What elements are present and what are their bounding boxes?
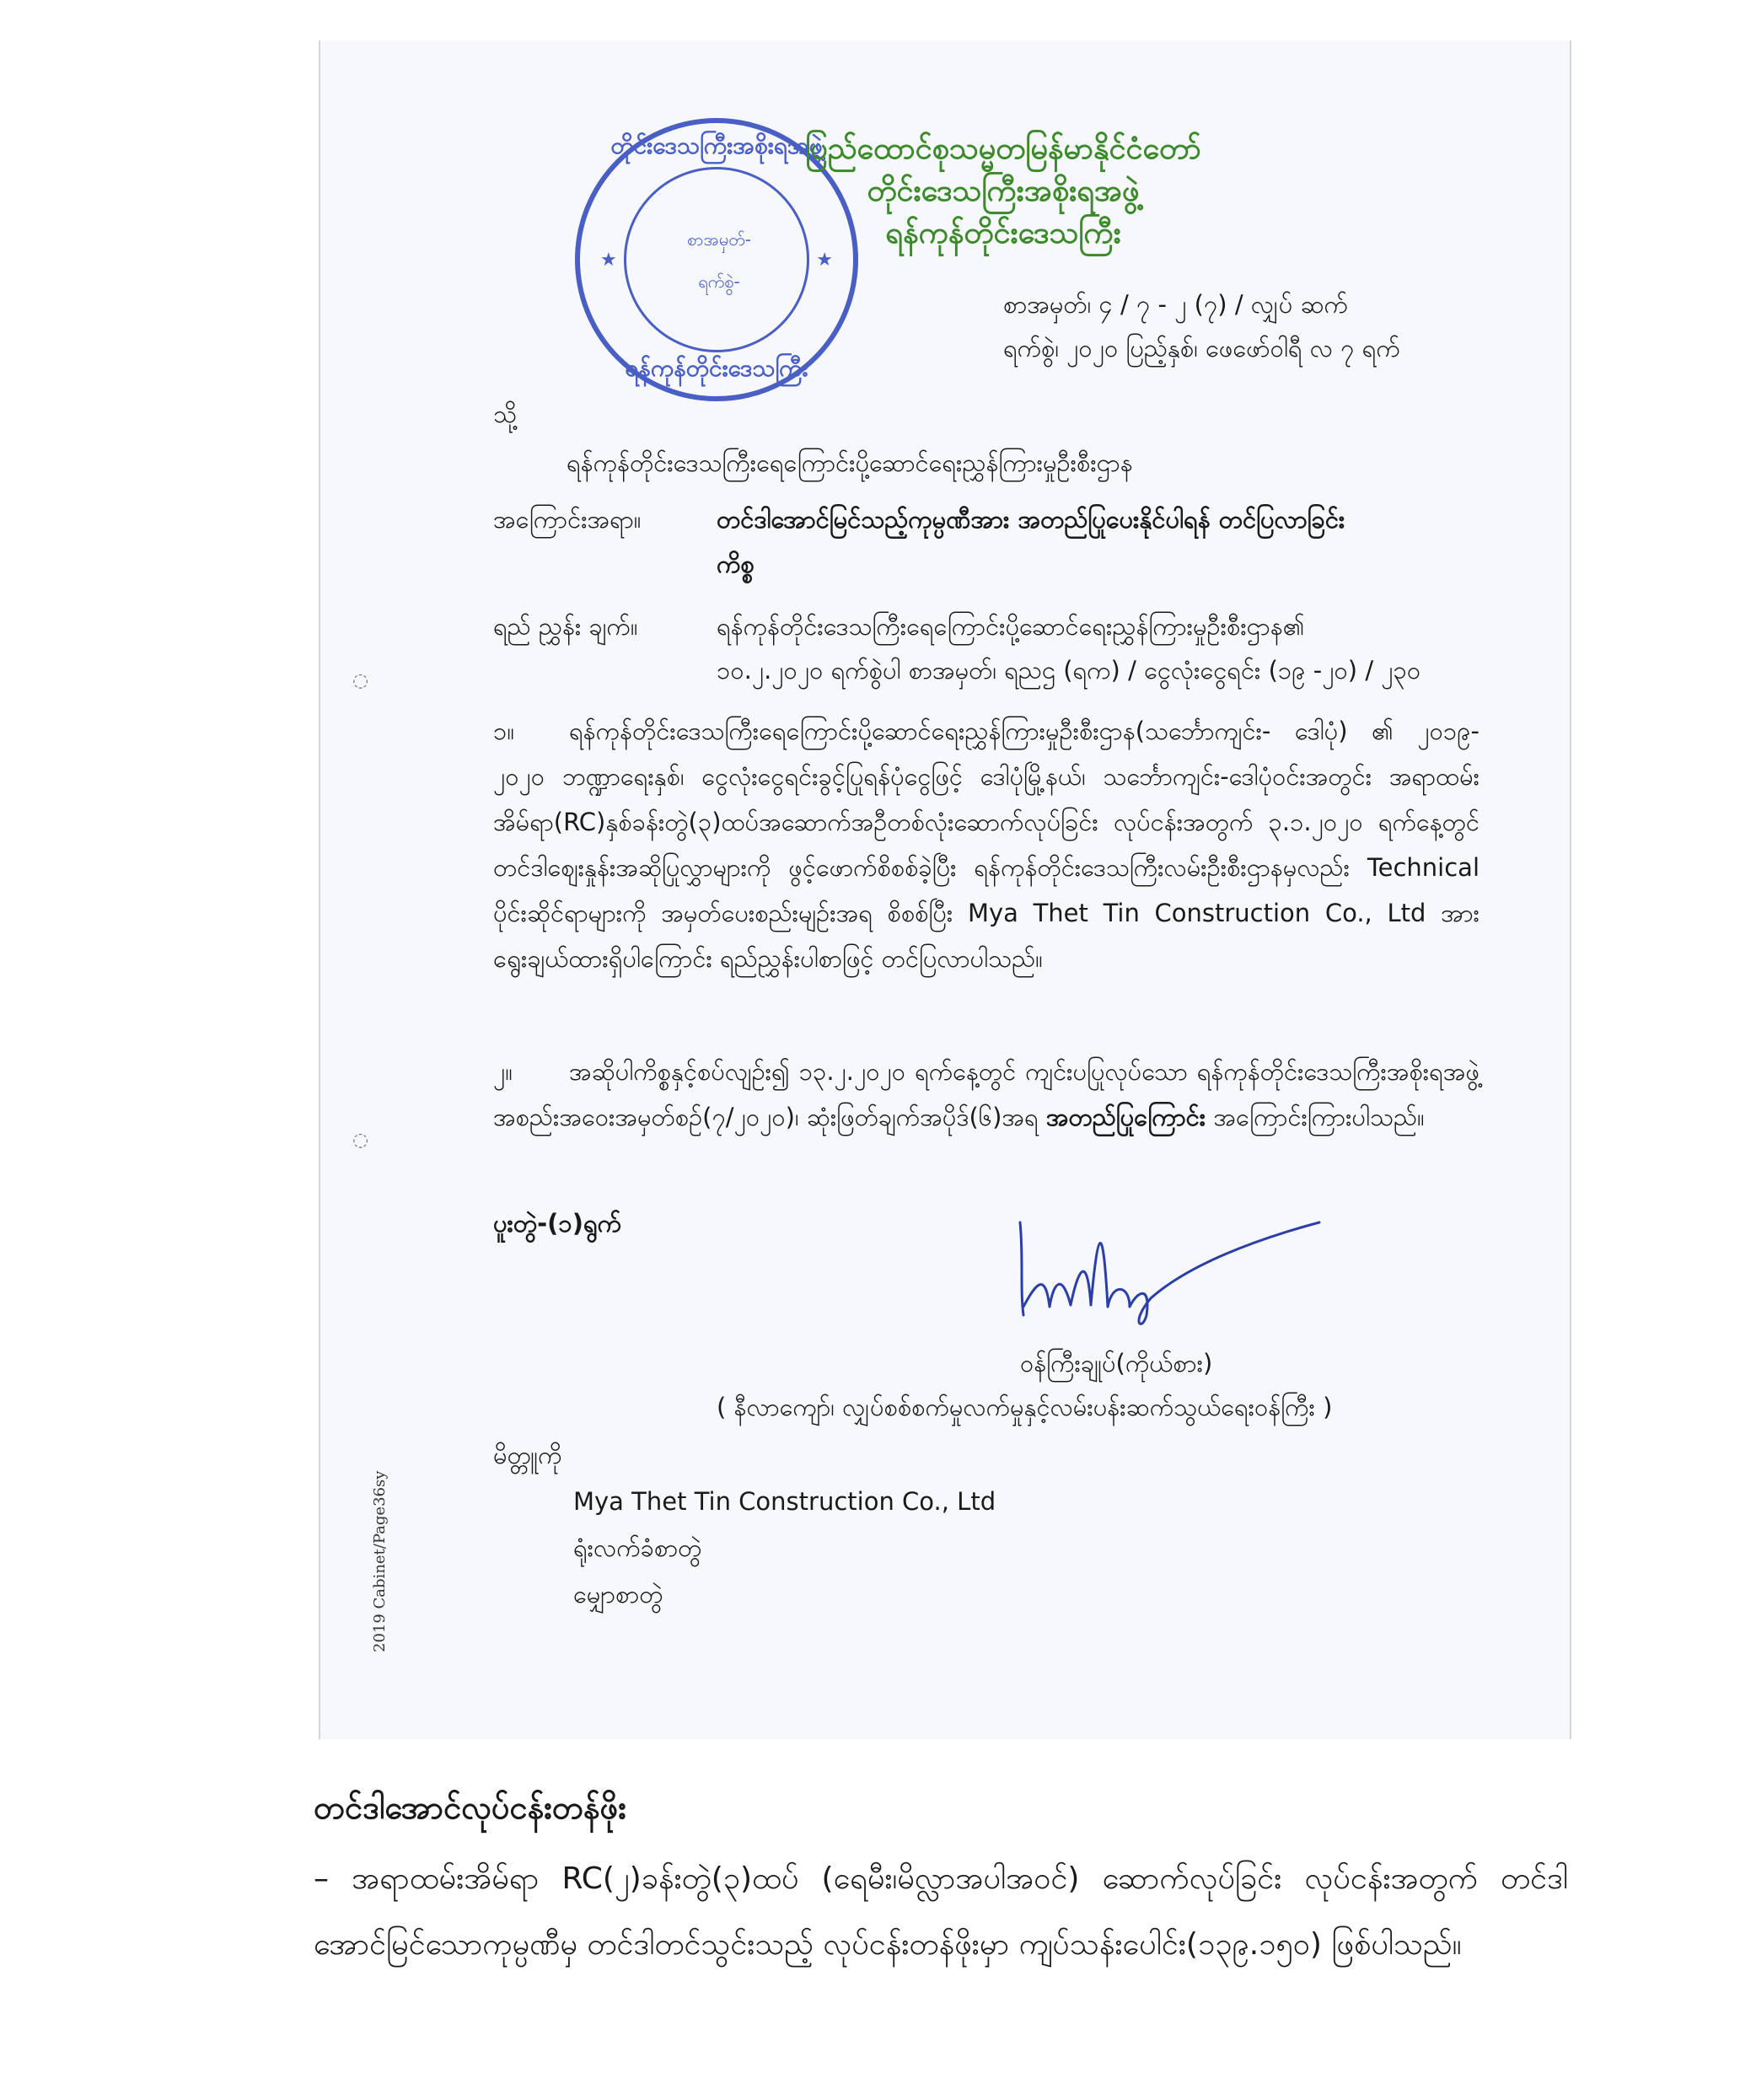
copy-label: မိတ္တူကို	[493, 1441, 562, 1469]
para2-text-bold: အတည်ပြုကြောင်း	[1045, 1103, 1206, 1131]
letter-date: ရက်စွဲ၊ ၂၀၂၀ ပြည့်နှစ်၊ ဖေဖော်ဝါရီ လ ၇ ရက်	[1003, 334, 1400, 363]
reference-label: ရည် ညွှန်း ချက်။	[493, 612, 638, 641]
seal-bottom-text: ရန်ကုန်တိုင်းဒေသကြီး	[625, 354, 808, 382]
para2-number: ၂။	[493, 1057, 513, 1086]
header-region: ရန်ကုန်တိုင်းဒေသကြီး	[885, 216, 1121, 250]
attachment-count: ပူးတွဲ-(၁)ရွက်	[493, 1209, 622, 1238]
para1-number: ၁။	[493, 717, 515, 745]
signatory-name: ( နီလာကျော်၊ လျှပ်စစ်စက်မှုလက်မှုနှင့်လမ်းပန်းဆက်သွယ်ရေးဝန်ကြီး )	[717, 1393, 1333, 1421]
para2-text	[493, 1049, 1480, 1140]
punch-hole-mark: ◌	[352, 670, 369, 691]
copy-item: မျှောစာတွဲ	[573, 1580, 663, 1609]
seal-date: ရက်စွဲ-	[698, 271, 740, 292]
punch-hole-mark: ◌	[352, 1130, 369, 1151]
reference-line1: ရန်ကုန်တိုင်းဒေသကြီးရေကြောင်းပို့ဆောင်ရေးညွှန်ကြားမှုဦးစီးဌာန၏	[717, 612, 1305, 641]
para2-text-a: အဆိုပါကိစ္စနှင့်စပ်လျဉ်း၍ ၁၃.၂.၂၀၂၀ ရက်နေ့တွင် ကျင်းပပြုလုပ်သော ရန်ကုန်တိုင်းဒေသကြီးအစိုးရအဖွဲ့ အစည်းအဝေးအမှတ်စဉ်(၇/၂၀၂၀)၊ ဆုံးဖြတ်ချက်အပိုဒ်(၆)အရ	[493, 1057, 1480, 1131]
seal-letter-no: စာအမှတ်-	[687, 229, 751, 250]
section-heading: တင်ဒါအောင်လုပ်ငန်းတန်ဖိုး	[314, 1789, 626, 1826]
copy-item: ရုံးလက်ခံစာတွဲ	[573, 1533, 702, 1562]
signatory-title: ဝန်ကြီးချုပ်(ကိုယ်စား)	[1020, 1349, 1213, 1378]
star-icon: ★	[816, 250, 833, 271]
header-country: ပြည်ထောင်စုသမ္မတမြန်မာနိုင်ငံတော်	[805, 132, 1201, 166]
subject-line2: ကိစ္စ	[717, 550, 755, 578]
seal-top-text: တိုင်းဒေသကြီးအစိုးရအဖွဲ့	[610, 132, 823, 159]
reference-line2: ၁၀.၂.၂၀၂၀ ရက်စွဲပါ စာအမှတ်၊ ရညဌ (ရက) / ငွေလုံးငွေရင်း (၁၉ -၂၀) / ၂၃၀	[717, 656, 1421, 685]
to-label: သို့	[493, 400, 518, 428]
subject-label: အကြောင်းအရာ။	[493, 505, 642, 534]
recipient: ရန်ကုန်တိုင်းဒေသကြီးရေကြောင်းပို့ဆောင်ရေးညွှန်ကြားမှုဦးစီးဌာန	[567, 448, 1133, 477]
star-icon: ★	[600, 250, 617, 271]
section-text: – အရာထမ်းအိမ်ရာ RC(၂)ခန်းတွဲ(၃)ထပ် (ရေမီး၊မိလ္လာအပါအဝင်) ဆောက်လုပ်ခြင်း လုပ်ငန်းအတွက် တင်ဒါအောင်မြင်သောကုမ္ပဏီမှ တင်ဒါတင်သွင်းသည့် လုပ်ငန်းတန်ဖိုးမှာ ကျပ်သန်းပေါင်း(၁၃၉.၁၅၀) ဖြစ်ပါသည်။	[314, 1861, 1568, 1962]
para1-text: ရန်ကုန်တိုင်းဒေသကြီးရေကြောင်းပို့ဆောင်ရေးညွှန်ကြားမှုဦးစီးဌာန(သင်္ဘောကျင်း- ဒေါပုံ) ၏ ၂၀၁၉- ၂၀၂၀ ဘဏ္ဍာရေးနှစ်၊ ငွေလုံးငွေရင်းခွင့်ပြုရန်ပုံငွေဖြင့် ဒေါပုံမြို့နယ်၊ သင်္ဘောကျင်း-ဒေါပုံဝင်းအတွင်း အရာထမ်းအိမ်ရာ(RC)နှစ်ခန်းတွဲ(၃)ထပ်အဆောက်အဦတစ်လုံးဆောက်လုပ်ခြင်း လုပ်ငန်းအတွက် ၃.၁.၂၀၂၀ ရက်နေ့တွင် တင်ဒါဈေးနှုန်းအဆိုပြုလွှာများကို ဖွင့်ဖောက်စိစစ်ခဲ့ပြီး ရန်ကုန်တိုင်းဒေသကြီးလမ်းဦးစီးဌာနမှလည်း Technical ပိုင်းဆိုင်ရာများကို အမှတ်ပေးစည်းမျဉ်းအရ စိစစ်ပြီး Mya Thet Tin Construction Co., Ltd အား ရွေးချယ်ထားရှိပါကြောင်း ရည်ညွှန်းပါစာဖြင့် တင်ပြလာပါသည်။	[493, 717, 1480, 973]
para2-text-c: အကြောင်းကြားပါသည်။	[1213, 1103, 1425, 1131]
handwritten-signature	[1003, 1206, 1324, 1332]
header-government: တိုင်းဒေသကြီးအစိုးရအဖွဲ့	[867, 174, 1140, 208]
subject-line1: တင်ဒါအောင်မြင်သည့်ကုမ္ပဏီအား အတည်ပြုပေးနိုင်ပါရန် တင်ပြလာခြင်း	[717, 505, 1345, 534]
letter-number: စာအမှတ်၊ ၄ / ၇ - ၂ (၇) / လျှပ် ဆက်	[1003, 290, 1348, 319]
side-note: 2019 Cabinet/Page36sy	[371, 1470, 389, 1652]
copy-item: Mya Thet Tin Construction Co., Ltd	[573, 1487, 996, 1516]
